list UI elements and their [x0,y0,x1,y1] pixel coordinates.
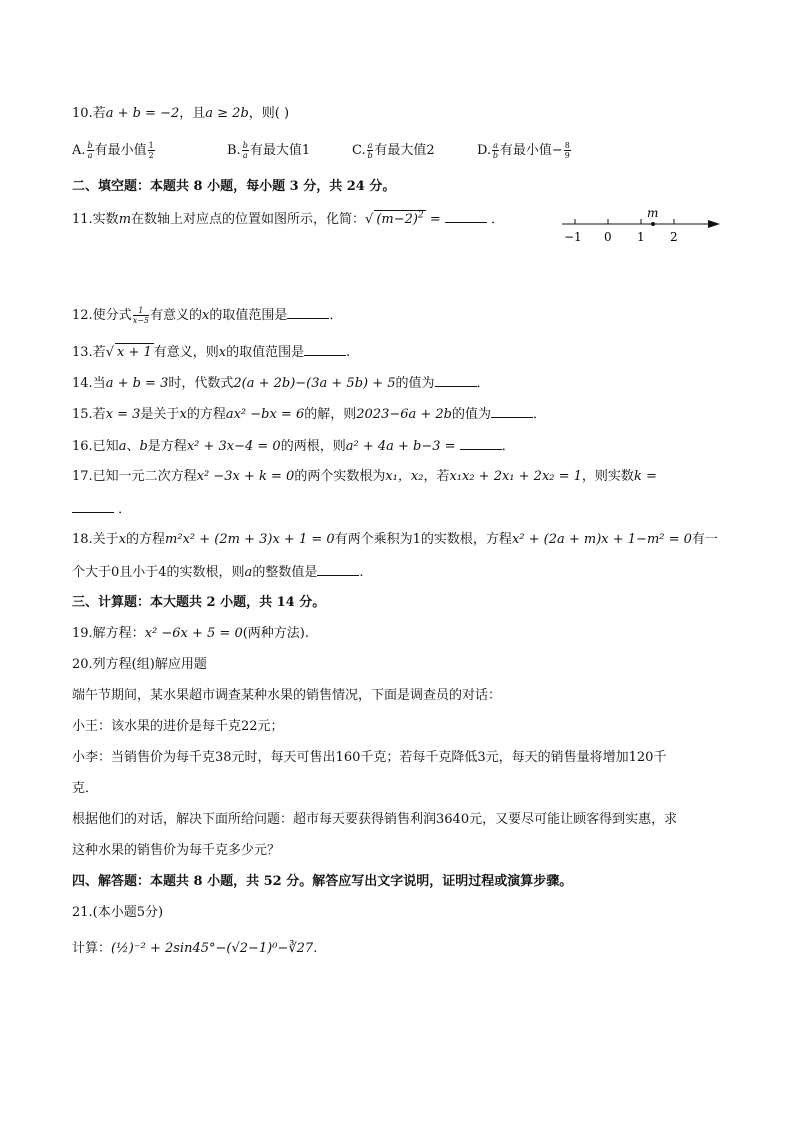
point-m [651,222,655,226]
option-d: D. $\frac{a}{b}$ 有最小值− $\frac{8}{9}$ [477,141,570,160]
question-12: 12.使分式 $\frac{1}{x-5}$ 有意义的x的取值范围是 ． [72,306,343,325]
section-4-heading: 四、解答题：本题共 8 小题，共 52 分。解答应写出文字说明，证明过程或演算步骤。 [72,874,573,889]
question-13: 13.若√ x + 1 有意义，则x的取值范围是 . [72,345,351,360]
question-20-paragraph-3: 小李：当销售价为每千克38元时，每天可售出160千克；若每千克降低3元，每天的销售量将增加120千 [72,750,667,765]
question-14: 14.当a + b = 3时，代数式2(a + 2b)−(3a + 5b) + 5的值为 ． [72,376,490,391]
number-line-diagram [560,205,725,250]
tick-label: 0 [604,230,612,244]
point-m-label: m [647,206,659,220]
question-18-line-2: 个大于0且小于4的实数根，则a的整数值是 . [72,565,364,580]
question-17-line-2: ． [72,500,722,519]
answer-blank [317,563,359,576]
section-3-heading: 三、计算题：本大题共 2 小题，共 14 分。 [72,595,326,610]
answer-blank [491,405,533,418]
axis-arrow [708,220,720,228]
question-21: 计算：(½)⁻² + 2sin45°−(√2−1)⁰−∛27. [72,941,318,956]
q10-condition-2: a ≥ 2b [205,106,249,121]
q10-ending: ，则( ) [248,106,290,121]
question-20-paragraph-3-cont: 克． [72,781,99,796]
q10-condition-1: a + b = −2 [105,106,180,121]
question-20-paragraph-4: 根据他们的对话，解决下面所给问题：超市每天要获得销售利润3640元，又要尽可能让顾客得到实惠，求 [72,812,678,827]
question-20-paragraph-1: 端午节期间，某水果超市调查某种水果的销售情况，下面是调查员的对话： [72,688,502,703]
q10-conjunction: ，且 [179,106,206,121]
question-21-title: 21.(本小题5分) [72,905,164,920]
question-15: 15.若x = 3是关于x的方程ax² −bx = 6的解，则2023−6a + 2b的值为 ． [72,407,547,422]
q10-options [72,141,722,161]
question-18: 18.关于x的方程m²x² + (2m + 3)x + 1 = 0有两个乘积为1的实数根，方程x² + (2a + m)x + 1−m² = 0有一 [72,532,718,547]
number-line [560,205,725,254]
question-16: 16.已知a、b是方程x² + 3x−4 = 0的两根，则a² + 4a + b−3 = ． [72,439,515,454]
answer-blank [72,500,114,513]
answer-blank [287,306,329,319]
section-2-heading: 二、填空题：本题共 8 小题，每小题 3 分，共 24 分。 [72,179,396,194]
question-20-paragraph-4-cont: 这种水果的销售价为每千克多少元？ [72,843,281,858]
tick-label: 1 [637,230,645,244]
question-20-title: 20.列方程(组)解应用题 [72,657,207,672]
question-10 [72,105,722,123]
tick-label: 2 [670,230,678,244]
answer-blank [460,437,502,450]
q10-stem: 10.若 [72,106,106,121]
question-11: 11.实数m在数轴上对应点的位置如图所示，化简：√ $(m-2)^2$ = ． [72,210,505,227]
answer-blank [304,343,346,356]
tick-label: −1 [564,230,582,244]
answer-blank [445,210,487,223]
option-b: B. $\frac{b}{a}$ 有最大值1 [227,141,311,160]
option-c: C. $\frac{a}{b}$ 有最大值2 [352,141,435,160]
question-20-paragraph-2: 小王：该水果的进价是每千克22元； [72,719,284,734]
answer-blank [435,374,477,387]
question-17: 17.已知一元二次方程x² −3x + k = 0的两个实数根为x₁，x₂，若x₁x₂ + 2x₁ + 2x₂ = 1，则实数k = [72,469,657,484]
option-a: A. $\frac{b}{a}$ 有最小值 $\frac{1}{2}$ [72,141,154,160]
question-19: 19.解方程：x² −6x + 5 = 0(两种方法). [72,626,309,641]
